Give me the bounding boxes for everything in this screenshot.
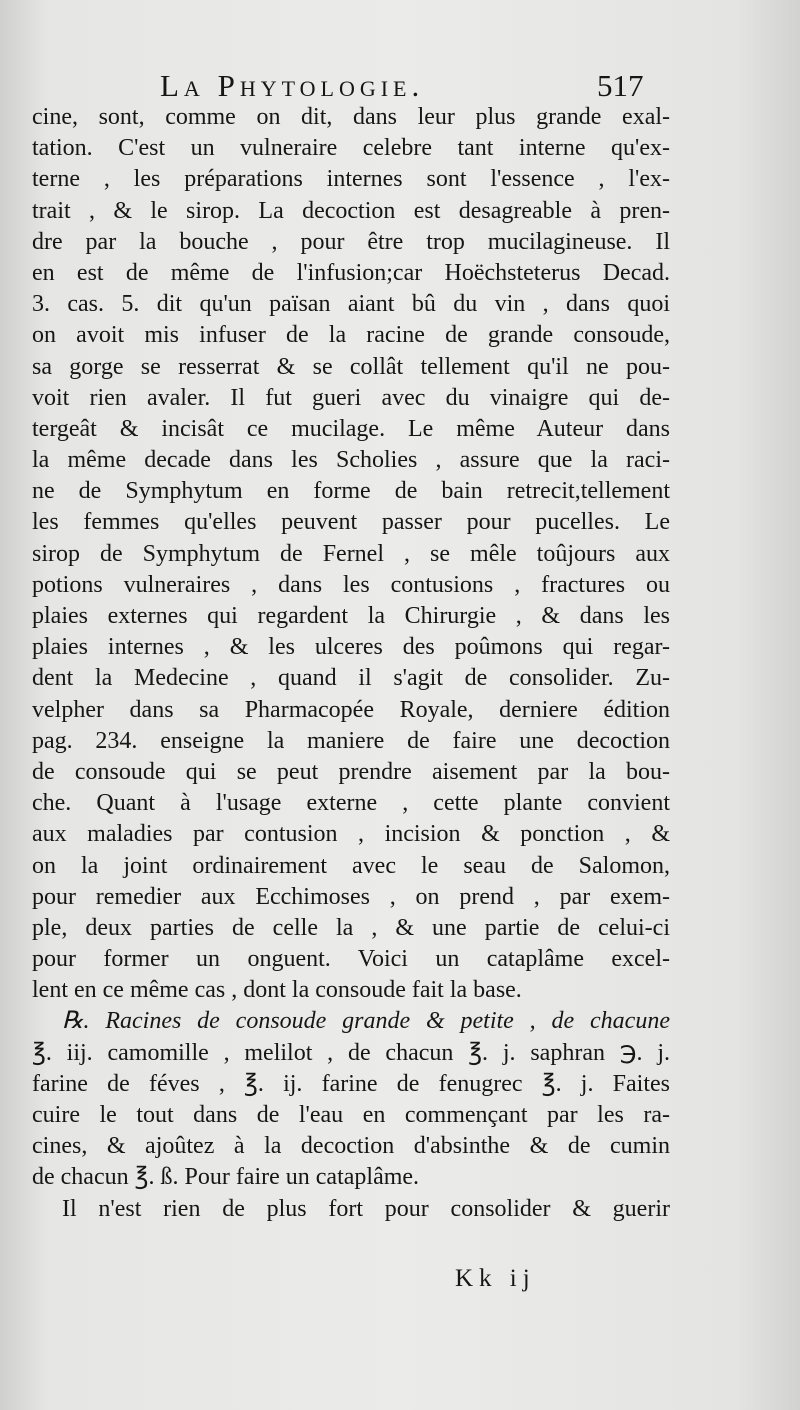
text-line: en est de même de l'infusion;car Hoëchsteterus Decad. xyxy=(32,259,670,286)
signature-mark: Kk ij xyxy=(455,1265,536,1292)
text-line: lent en ce même cas , dont la consoude fait la base. xyxy=(32,977,522,1004)
text-line: pour former un onguent. Voici un cataplâme excel- xyxy=(32,946,670,973)
text-line: plaies externes qui regardent la Chirurgie , & dans les xyxy=(32,603,670,629)
text-line: on la joint ordinairement avec le seau de Salomon, xyxy=(32,852,670,879)
text-line: sa gorge se resserrat & se collât tellement qu'il ne pou- xyxy=(32,353,670,380)
text-line: 3. cas. 5. dit qu'un païsan aiant bû du vin , dans quoi xyxy=(32,291,670,318)
text-line: che. Quant à l'usage externe , cette plante convient xyxy=(32,790,670,817)
text-line: trait , & le sirop. La decoction est desagreable à pren- xyxy=(32,197,670,224)
text-line: cuire le tout dans de l'eau en commençant par les ra- xyxy=(32,1102,670,1128)
text-line: tergeât & incisât ce mucilage. Le même Auteur dans xyxy=(32,415,670,442)
text-line: velpher dans sa Pharmacopée Royale, derniere édition xyxy=(32,696,670,723)
text-line: pag. 234. enseigne la maniere de faire une decoction xyxy=(32,727,670,754)
text-line: dent la Medecine , quand il s'agit de consolider. Zu- xyxy=(32,665,670,692)
text-line: aux maladies par contusion , incision & ponction , & xyxy=(32,821,670,848)
text-line: terne , les préparations internes sont l'essence , l'ex- xyxy=(32,166,670,193)
text-line: ℥. iij. camomille , melilot , de chacun ℥. j. saphran ℈. j. xyxy=(32,1039,670,1066)
text-line: dre par la bouche , pour être trop mucilagineuse. Il xyxy=(32,228,670,255)
text-line: cine, sont, comme on dit, dans leur plus grande exal- xyxy=(32,104,670,130)
text-line: voit rien avaler. Il fut gueri avec du vinaigre qui de- xyxy=(32,384,670,411)
text-line: pour remedier aux Ecchimoses , on prend , par exem- xyxy=(32,883,670,910)
paragraph-2 xyxy=(32,1194,670,1225)
text-line: sirop de Symphytum de Fernel , se mêle toûjours aux xyxy=(32,540,670,567)
text-line: Il n'est rien de plus fort pour consolider & guerir xyxy=(62,1195,670,1222)
recipe-paragraph xyxy=(32,1006,670,1193)
page-body xyxy=(32,102,670,1225)
running-title: La Phytologie. xyxy=(160,68,425,103)
text-line: ple, deux parties de celle la , & une partie de celui-ci xyxy=(32,914,670,941)
text-line: de consoude qui se peut prendre aisement par la bou- xyxy=(32,758,670,785)
text-line: farine de féves , ℥. ij. farine de fenugrec ℥. j. Faites xyxy=(32,1070,670,1097)
page-number: 517 xyxy=(597,68,644,103)
text-line: de chacun ℥. ß. Pour faire un cataplâme. xyxy=(32,1164,420,1191)
text-line: cines, & ajoûtez à la decoction d'absinthe & de cumin xyxy=(32,1133,670,1160)
text-line: la même decade dans les Scholies , assure que la raci- xyxy=(32,447,670,474)
text-line: ne de Symphytum en forme de bain retrecit,tellement xyxy=(32,478,670,505)
text-line: on avoit mis infuser de la racine de grande consoude, xyxy=(32,322,670,349)
text-line: plaies internes , & les ulceres des poûmons qui regar- xyxy=(32,634,670,661)
text-line: ℞. Racines de consoude grande & petite , de chacune xyxy=(62,1008,670,1035)
text-line: potions vulneraires , dans les contusions , fractures ou xyxy=(32,571,670,598)
paragraph-1 xyxy=(32,102,670,1006)
text-line: les femmes qu'elles peuvent passer pour pucelles. Le xyxy=(32,509,670,536)
text-line: tation. C'est un vulneraire celebre tant interne qu'ex- xyxy=(32,135,670,162)
